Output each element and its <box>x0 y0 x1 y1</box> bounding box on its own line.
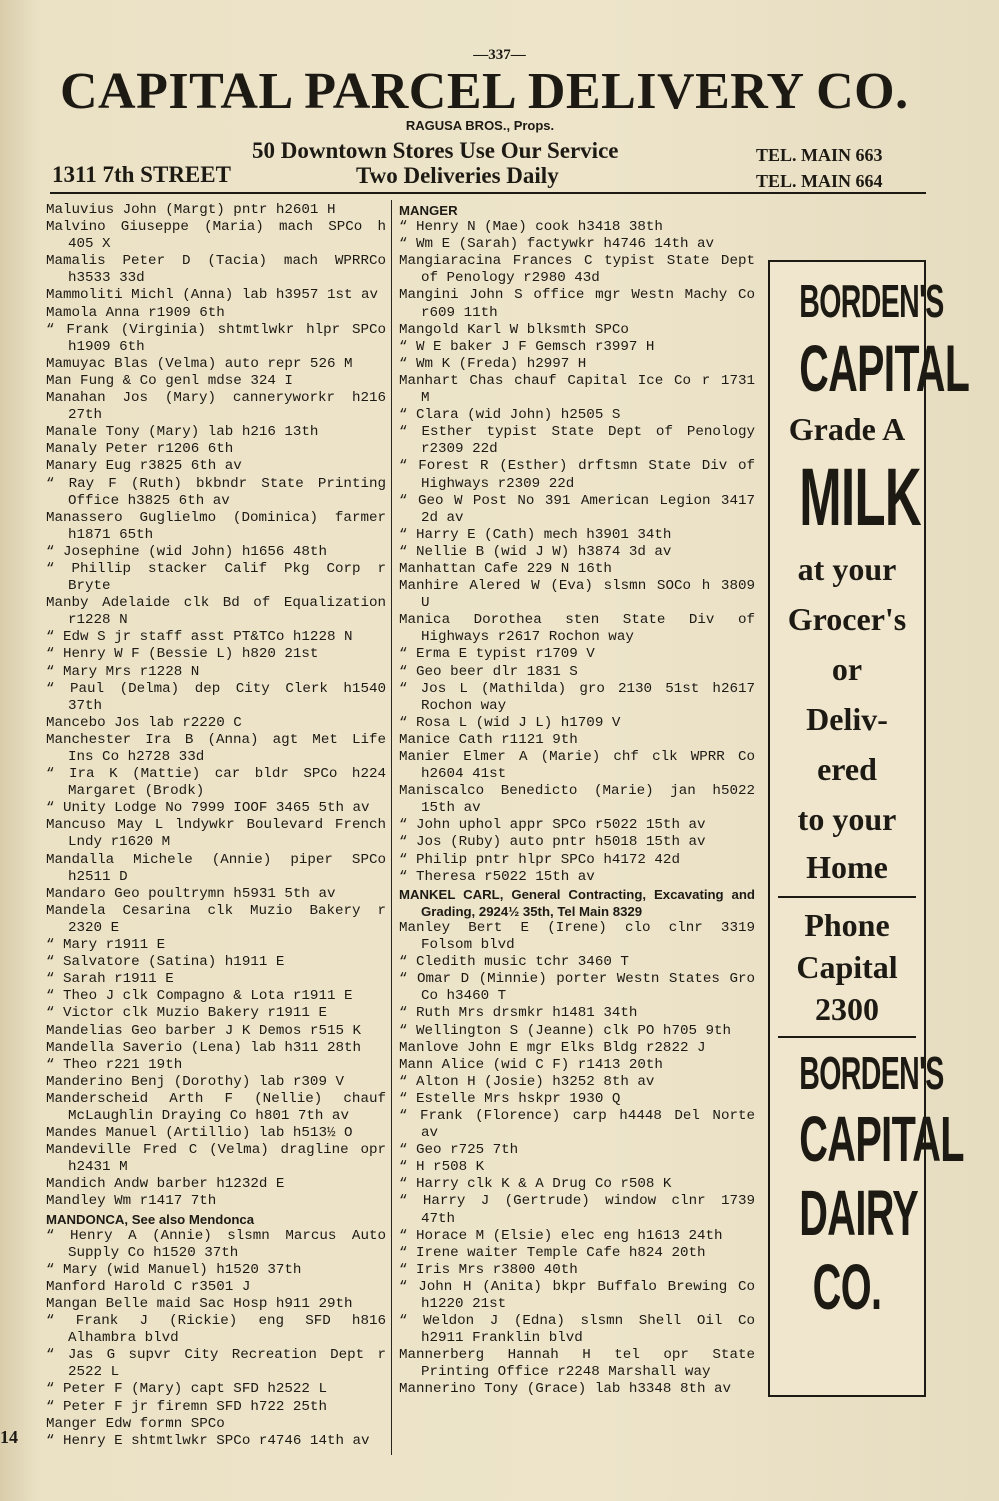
directory-entry: Mandeville Fred C (Velma) dragline opr h2431 M <box>46 1142 386 1176</box>
directory-entry: “ Harry E (Cath) mech h3901 34th <box>399 526 672 543</box>
company-title: CAPITAL PARCEL DELIVERY CO. <box>60 63 909 120</box>
directory-entry: Mandes Manuel (Artillio) lab h513½ O <box>46 1125 353 1142</box>
tagline-deliveries: Two Deliveries Daily <box>356 163 559 188</box>
ad-grade: Grade A <box>788 411 906 447</box>
directory-entry: Manford Harold C r3501 J <box>46 1278 251 1295</box>
ad-at-your: at your <box>797 551 897 587</box>
directory-entry: “ W E baker J F Gemsch r3997 H <box>399 338 655 355</box>
section-heading: MANDONCA, See also Mendonca <box>46 1211 255 1227</box>
directory-entry: “ Forest R (Esther) drftsmn State Div of Highways r2309 22d <box>399 458 755 492</box>
directory-entry: Mannerberg Hannah H tel opr State Printing Office r2248 Marshall way <box>399 1347 755 1381</box>
directory-entry: “ Esther typist State Dept of Penology r2309 22d <box>399 424 755 458</box>
directory-entry: Manier Elmer A (Marie) chf clk WPRR Co h2604 41st <box>399 749 755 783</box>
directory-entry: Manhart Chas chauf Capital Ice Co r 1731 M <box>399 372 755 407</box>
ad-milk: MILK <box>799 452 922 543</box>
listing-column-right <box>399 202 755 1399</box>
directory-entry: Mancebo Jos lab r2220 C <box>46 714 242 731</box>
directory-entry: “ Peter F jr firemn SFD h722 25th <box>46 1398 327 1415</box>
page-number: —337— <box>473 47 526 63</box>
directory-entry: “ Harry J (Gertrude) window clnr 1739 47th <box>399 1193 755 1227</box>
telephone-1: TEL. MAIN 663 <box>756 145 883 165</box>
directory-entry: Manahan Jos (Mary) canneryworkr h216 27th <box>46 390 386 424</box>
directory-entry: “ Mary r1911 E <box>46 937 166 954</box>
ad-separator-1 <box>778 896 916 898</box>
ad-dairy: DAIRY <box>799 1177 919 1249</box>
directory-entry: “ Josephine (wid John) h1656 48th <box>46 543 327 560</box>
directory-entry: Manice Cath r1121 9th <box>399 731 578 748</box>
borden-advertisement <box>768 260 970 1397</box>
directory-entry: Mammoliti Michl (Anna) lab h3957 1st av <box>46 287 379 304</box>
directory-entry: “ Salvatore (Satina) h1911 E <box>46 954 285 971</box>
directory-entry: “ Victor clk Muzio Bakery r1911 E <box>46 1005 327 1022</box>
directory-entry: “ Omar D (Minnie) porter Westn States Gro Co h3460 T <box>399 971 755 1005</box>
directory-entry: Manby Adelaide clk Bd of Equalization r1228 N <box>46 595 386 629</box>
directory-entry: Mandich Andw barber h1232d E <box>46 1176 285 1193</box>
directory-entry: Manaly Peter r1206 6th <box>46 441 234 458</box>
directory-entry: “ Henry A (Annie) slsmn Marcus Auto Supply Co h1520 37th <box>46 1227 386 1261</box>
directory-entry: “ Wellington S (Jeanne) clk PO h705 9th <box>399 1022 732 1039</box>
directory-entry: “ Alton H (Josie) h3252 8th av <box>399 1073 655 1090</box>
directory-entry: “ Henry N (Mae) cook h3418 38th <box>399 219 663 236</box>
directory-entry: “ Cledith music tchr 3460 T <box>399 954 629 971</box>
ad-or: or <box>831 651 863 687</box>
ad-home: Home <box>806 849 888 885</box>
ad-deliv: Deliv- <box>806 701 888 737</box>
margin-number: 14 <box>0 1427 18 1447</box>
section-heading: MANGER <box>399 203 458 218</box>
directory-entry: “ Edw S jr staff asst PT&TCo h1228 N <box>46 629 353 646</box>
directory-entry: Mannerino Tony (Grace) lab h3348 8th av <box>399 1381 732 1398</box>
ad-phone-number: 2300 <box>815 991 879 1027</box>
directory-entry: “ Phillip stacker Calif Pkg Corp r Bryte <box>46 560 386 595</box>
directory-entry: Mangiaracina Frances C typist State Dept of Penology r2980 43d <box>399 253 755 287</box>
directory-entry: “ Ray F (Ruth) bkbndr State Printing Office h3825 6th av <box>46 475 386 509</box>
proprietors-line: RAGUSA BROS., Props. <box>405 118 555 133</box>
telephone-2: TEL. MAIN 664 <box>756 171 883 191</box>
directory-entry: Mangini John S office mgr Westn Machy Co r609 11th <box>399 287 755 321</box>
directory-entry: “ Jas G supvr City Recreation Dept r 2522 L <box>46 1347 386 1381</box>
directory-entry: “ Harry clk K & A Drug Co r508 K <box>399 1176 672 1193</box>
directory-entry: Mamola Anna r1909 6th <box>46 304 225 321</box>
directory-entry: Mann Alice (wid C F) r1413 20th <box>399 1056 663 1073</box>
directory-entry: Manhattan Cafe 229 N 16th <box>399 560 612 577</box>
ad-grocers: Grocer's <box>787 601 907 637</box>
directory-entry: “ John H (Anita) bkpr Buffalo Brewing Co h1220 21st <box>399 1278 755 1312</box>
section-heading: MANKEL CARL, General Contracting, Excavating and Grading, 2924½ 35th, Tel Main 8329 <box>399 886 755 919</box>
directory-entry: “ Erma E typist r1709 V <box>399 646 595 663</box>
listing-column-left <box>46 202 386 1450</box>
directory-entry: “ Ira K (Mattie) car bldr SPCo h224 Margaret (Brodk) <box>46 766 386 800</box>
directory-entry: “ Rosa L (wid J L) h1709 V <box>399 714 621 731</box>
directory-entry: “ John uphol appr SPCo r5022 15th av <box>399 817 706 834</box>
directory-entry: “ Geo r725 7th <box>399 1142 519 1159</box>
directory-entry: Mandella Saverio (Lena) lab h311 28th <box>46 1039 362 1056</box>
ad-co: CO. <box>812 1251 882 1323</box>
directory-entry: “ Theo J clk Compagno & Lota r1911 E <box>46 988 353 1005</box>
column-divider <box>391 200 392 1455</box>
directory-entry: Maluvius John (Margt) pntr h2601 H <box>46 202 336 218</box>
tagline-stores: 50 Downtown Stores Use Our Service <box>252 138 619 163</box>
directory-entry: Mandalla Michele (Annie) piper SPCo h2511 D <box>46 851 386 885</box>
directory-entry: Maniscalco Benedicto (Marie) jan h5022 15th av <box>399 783 755 817</box>
directory-entry: “ Paul (Delma) dep City Clerk h1540 37th <box>46 680 386 714</box>
directory-entry: Manale Tony (Mary) lab h216 13th <box>46 424 319 441</box>
directory-entry: “ Theo r221 19th <box>46 1056 183 1073</box>
directory-entry: “ Estelle Mrs hskpr 1930 Q <box>399 1090 621 1107</box>
directory-entry: “ Jos (Ruby) auto pntr h5018 15th av <box>399 834 706 851</box>
directory-entry: Malvino Giuseppe (Maria) mach SPCo h 405 X <box>46 219 386 253</box>
directory-entry: Manhire Alered W (Eva) slsmn SOCo h 3809 U <box>399 578 755 612</box>
directory-entry: Manderscheid Arth F (Nellie) chauf McLaughlin Draying Co h801 7th av <box>46 1090 386 1124</box>
directory-entry: Manger Edw formn SPCo <box>46 1415 225 1432</box>
directory-entry: “ Sarah r1911 E <box>46 971 174 988</box>
directory-entry: “ Frank (Virginia) shtmtlwkr hlpr SPCo h1909 6th <box>46 321 386 355</box>
directory-entry: Mancuso May L lndywkr Boulevard French Lndy r1620 M <box>46 817 386 851</box>
ad-to-your: to your <box>797 801 897 837</box>
directory-entry: Manley Bert E (Irene) clo clnr 3319 Folsom blvd <box>399 919 755 954</box>
directory-entry: “ Geo W Post No 391 American Legion 3417 2d av <box>399 492 755 526</box>
directory-entry: “ Theresa r5022 15th av <box>399 868 595 885</box>
directory-entry: “ Clara (wid John) h2505 S <box>399 407 621 424</box>
directory-entry: Manderino Benj (Dorothy) lab r309 V <box>46 1073 344 1090</box>
street-address: 1311 7th STREET <box>52 162 231 187</box>
directory-entry: Mamuyac Blas (Velma) auto repr 526 M <box>46 355 353 372</box>
directory-entry: “ Geo beer dlr 1831 S <box>399 663 578 680</box>
ad-brand-bottom: BORDEN'S <box>799 1047 944 1099</box>
directory-entry: “ Weldon J (Edna) slsmn Shell Oil Co h2911 Franklin blvd <box>399 1313 755 1347</box>
directory-entry: “ Mary (wid Manuel) h1520 37th <box>46 1261 302 1278</box>
directory-entry: “ H r508 K <box>399 1159 485 1176</box>
directory-entry: “ Henry E shtmtlwkr SPCo r4746 14th av <box>46 1432 370 1449</box>
directory-entry: “ Wm E (Sarah) factywkr h4746 14th av <box>399 236 715 253</box>
ad-phone-exchange: Capital <box>796 949 898 985</box>
directory-entry: Mandela Cesarina clk Muzio Bakery r 2320 E <box>46 902 386 936</box>
ad-phone: Phone <box>804 907 890 943</box>
ad-separator-2 <box>778 1036 916 1038</box>
ad-brand-top: BORDEN'S <box>799 275 944 327</box>
ad-capital-bottom: CAPITAL <box>799 1103 964 1175</box>
directory-entry: “ Philip pntr hlpr SPCo h4172 42d <box>399 851 680 868</box>
directory-entry: “ Iris Mrs r3800 40th <box>399 1261 578 1278</box>
directory-entry: Mangold Karl W blksmth SPCo <box>399 321 629 338</box>
directory-entry: Manlove John E mgr Elks Bldg r2822 J <box>399 1039 706 1056</box>
directory-entry: “ Peter F (Mary) capt SFD h2522 L <box>46 1381 327 1398</box>
directory-entry: Mangan Belle maid Sac Hosp h911 29th <box>46 1296 353 1312</box>
directory-entry: Mandelias Geo barber J K Demos r515 K <box>46 1022 362 1039</box>
directory-entry: “ Frank (Florence) carp h4448 Del Norte av <box>399 1107 755 1142</box>
directory-entry: “ Horace M (Elsie) elec eng h1613 24th <box>399 1227 723 1244</box>
directory-entry: “ Wm K (Freda) h2997 H <box>399 355 587 372</box>
directory-entry: “ Irene waiter Temple Cafe h824 20th <box>399 1244 706 1261</box>
directory-entry: Mamalis Peter D (Tacia) mach WPRRCo h3533 33d <box>46 253 386 287</box>
directory-entry: Manary Eug r3825 6th av <box>46 458 242 475</box>
ad-capital-top: CAPITAL <box>799 331 970 405</box>
ad-ered: ered <box>817 751 877 787</box>
directory-entry: “ Unity Lodge No 7999 IOOF 3465 5th av <box>46 800 370 817</box>
directory-entry: Mandaro Geo poultrymn h5931 5th av <box>46 885 336 902</box>
directory-entry: “ Henry W F (Bessie L) h820 21st <box>46 646 319 663</box>
header-rule <box>50 192 926 194</box>
directory-entry: Manchester Ira B (Anna) agt Met Life Ins Co h2728 33d <box>46 731 386 765</box>
directory-entry: Mandley Wm r1417 7th <box>46 1193 217 1210</box>
directory-entry: “ Mary Mrs r1228 N <box>46 663 200 680</box>
directory-entry: Manica Dorothea sten State Div of Highways r2617 Rochon way <box>399 612 755 646</box>
directory-entry: “ Frank J (Rickie) eng SFD h816 Alhambra blvd <box>46 1313 386 1347</box>
directory-entry: “ Ruth Mrs drsmkr h1481 34th <box>399 1005 638 1022</box>
directory-entry: Man Fung & Co genl mdse 324 I <box>46 372 293 389</box>
directory-entry: Manassero Guglielmo (Dominica) farmer h1871 65th <box>46 509 386 543</box>
directory-entry: “ Nellie B (wid J W) h3874 3d av <box>399 543 672 560</box>
directory-entry: “ Jos L (Mathilda) gro 2130 51st h2617 Rochon way <box>399 680 755 714</box>
